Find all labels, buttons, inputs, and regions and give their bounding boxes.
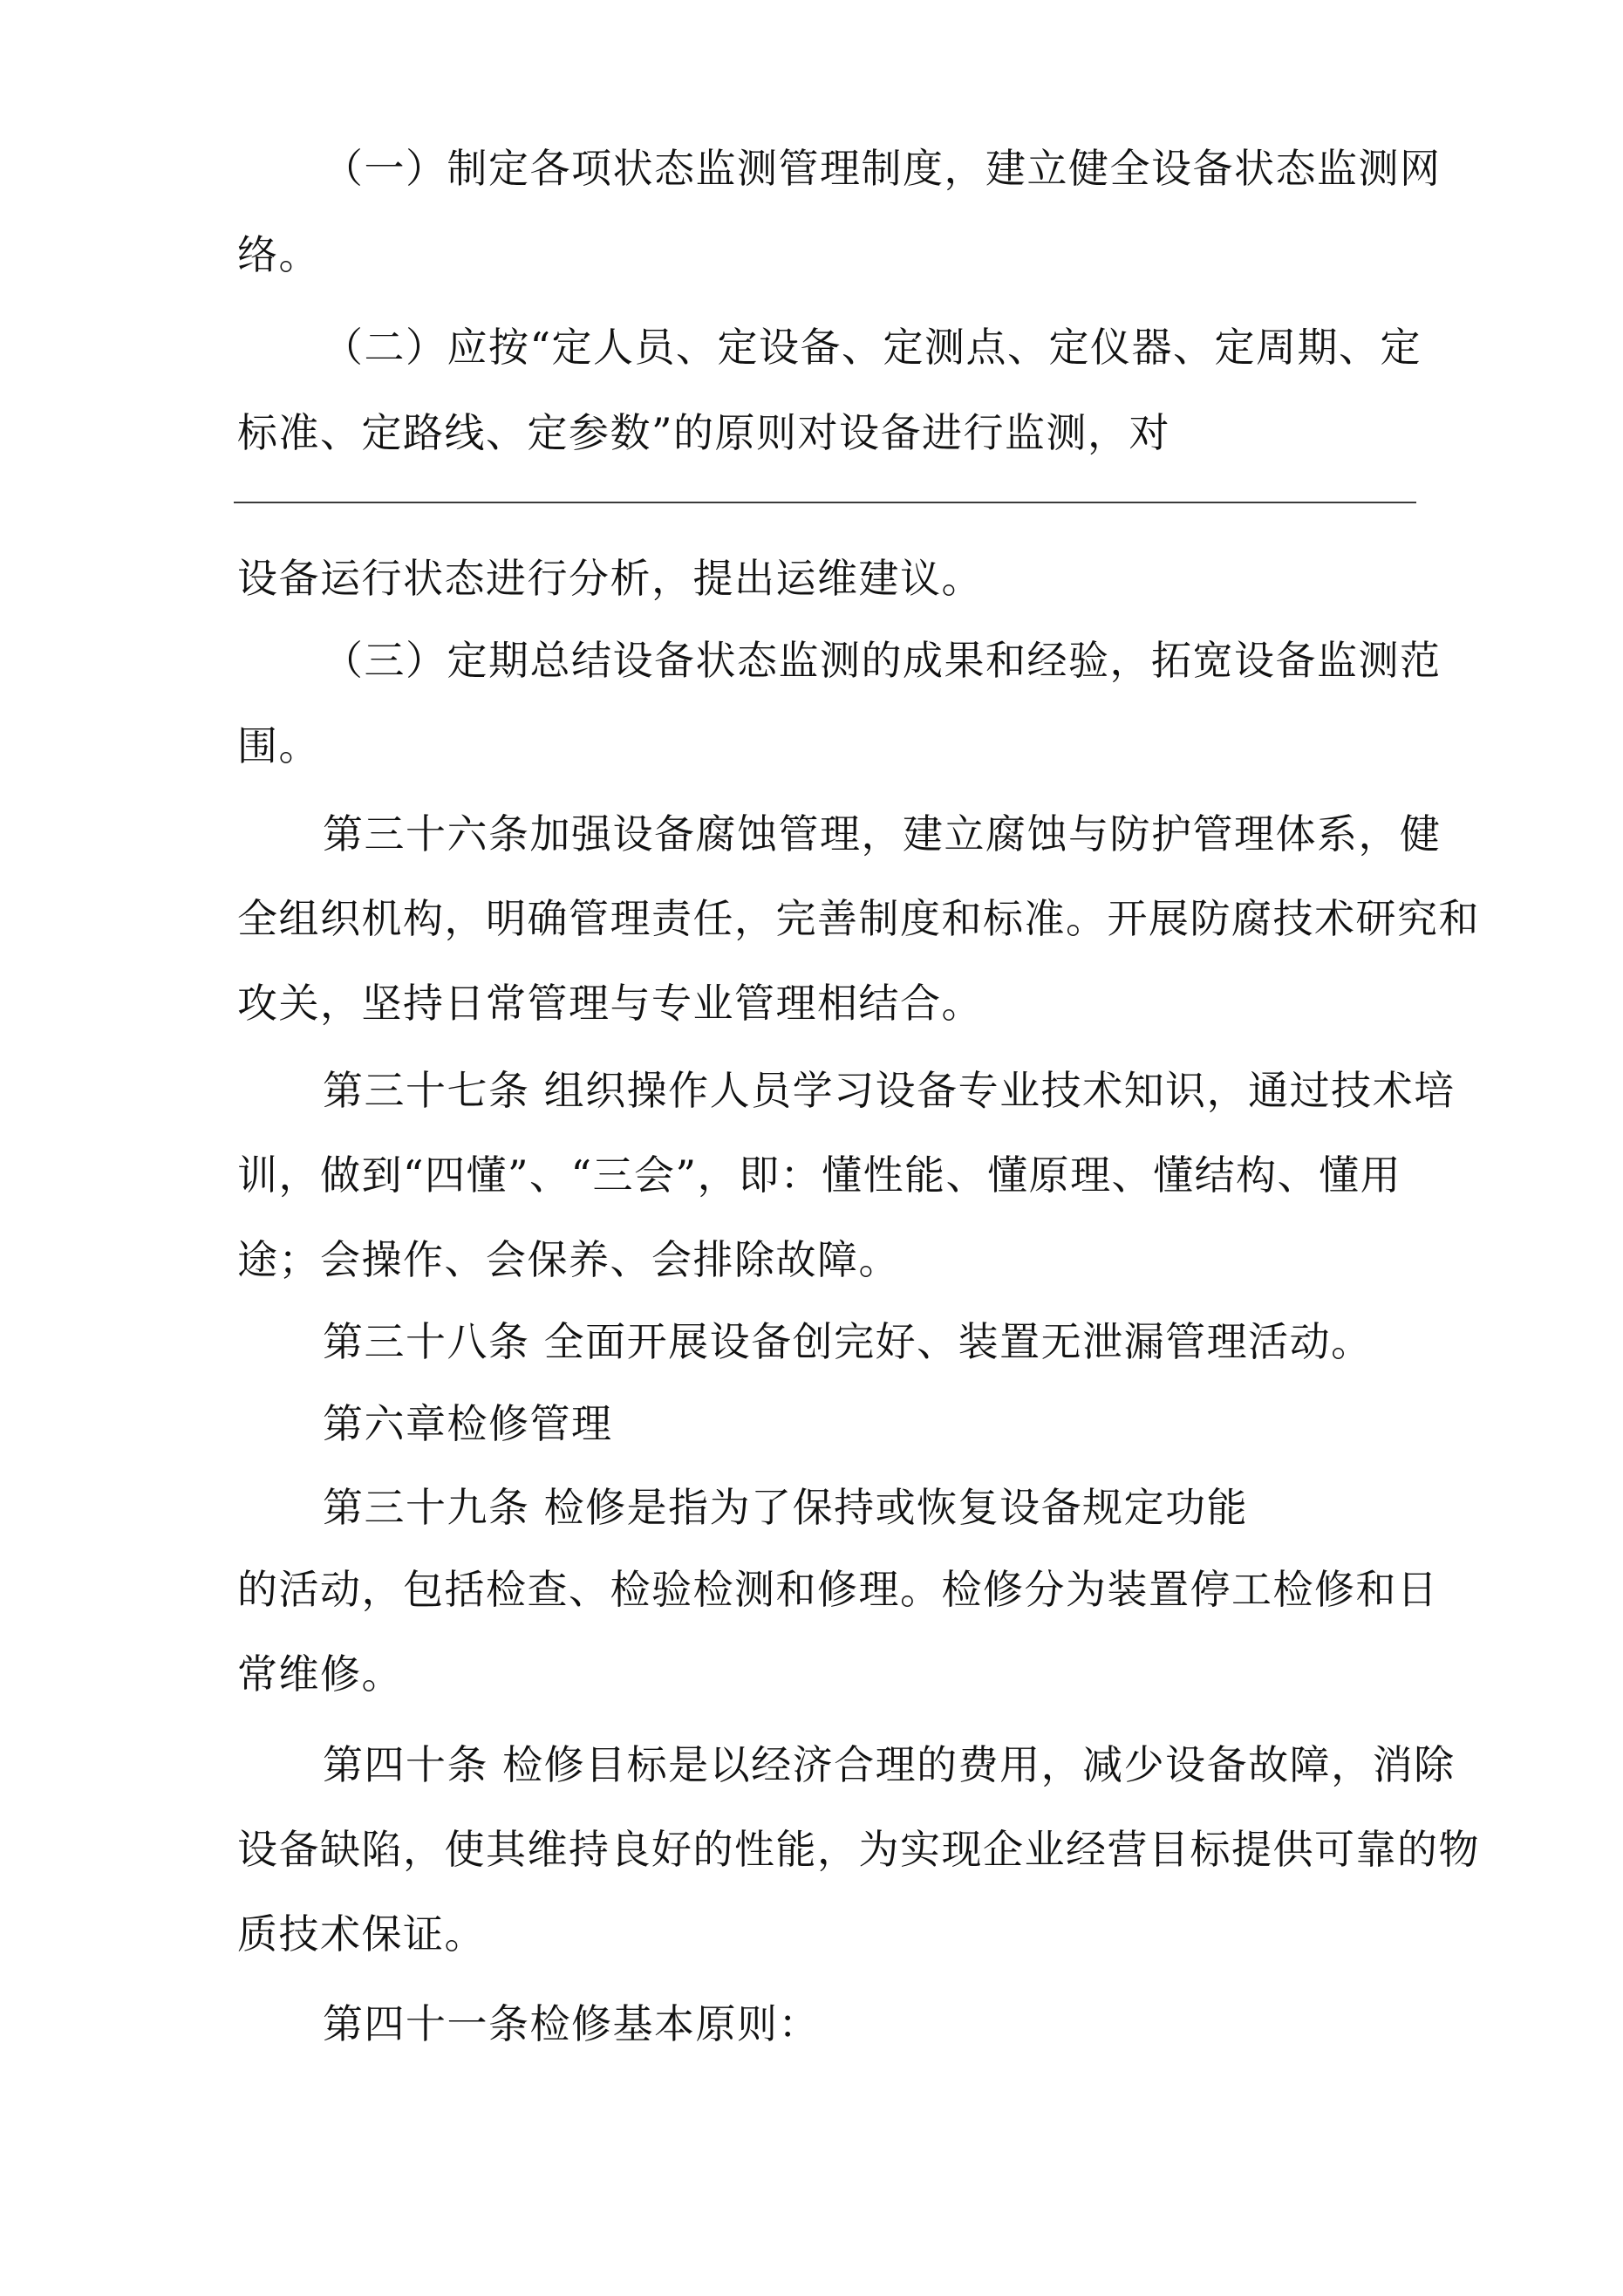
- text-line: 第四十条 检修目标是以经济合理的费用，减少设备故障，消除: [323, 1741, 1456, 1788]
- text-line: （二）应按“定人员、定设备、定测点、定仪器、定周期、定: [323, 324, 1422, 371]
- text-line: （一）制定各项状态监测管理制度，建立健全设备状态监测网: [323, 145, 1442, 192]
- text-line: 设备运行状态进行分析，提出运维建议。: [237, 555, 983, 602]
- text-line: 标准、定路线、定参数”的原则对设备进行监测，对: [237, 409, 1171, 456]
- text-line: 第三十七条 组织操作人员学习设备专业技术知识，通过技术培: [323, 1067, 1456, 1114]
- text-line: 设备缺陷，使其维持良好的性能，为实现企业经营目标提供可靠的物: [237, 1826, 1480, 1873]
- chapter-heading: 第六章检修管理: [323, 1400, 613, 1447]
- text-line: 络。: [237, 231, 320, 278]
- text-line: 第四十一条检修基本原则：: [323, 2000, 820, 2047]
- text-line: 第三十六条加强设备腐蚀管理，建立腐蚀与防护管理体系，健: [323, 810, 1442, 858]
- text-line: 全组织机构，明确管理责任，完善制度和标准。开展防腐技术研究和: [237, 895, 1480, 942]
- text-line: 途；会操作、会保养、会排除故障。: [237, 1236, 900, 1283]
- page-break-divider: [234, 502, 1416, 503]
- text-line: 围。: [237, 722, 320, 769]
- text-line: 的活动，包括检查、检验检测和修理。检修分为装置停工检修和日: [237, 1566, 1439, 1613]
- text-line: 常维修。: [237, 1650, 403, 1698]
- text-line: 训，做到“四懂”、“三会”，即：懂性能、懂原理、懂结构、懂用: [237, 1151, 1402, 1199]
- text-line: 质技术保证。: [237, 1910, 486, 1958]
- text-line: 攻关，坚持日常管理与专业管理相结合。: [237, 980, 983, 1027]
- text-line: 第三十八条 全面开展设备创完好、装置无泄漏管理活动。: [323, 1318, 1373, 1365]
- text-line: （三）定期总结设备状态监测的成果和经验，拓宽设备监测范: [323, 637, 1442, 684]
- text-line: 第三十九条 检修是指为了保持或恢复设备规定功能: [323, 1484, 1249, 1531]
